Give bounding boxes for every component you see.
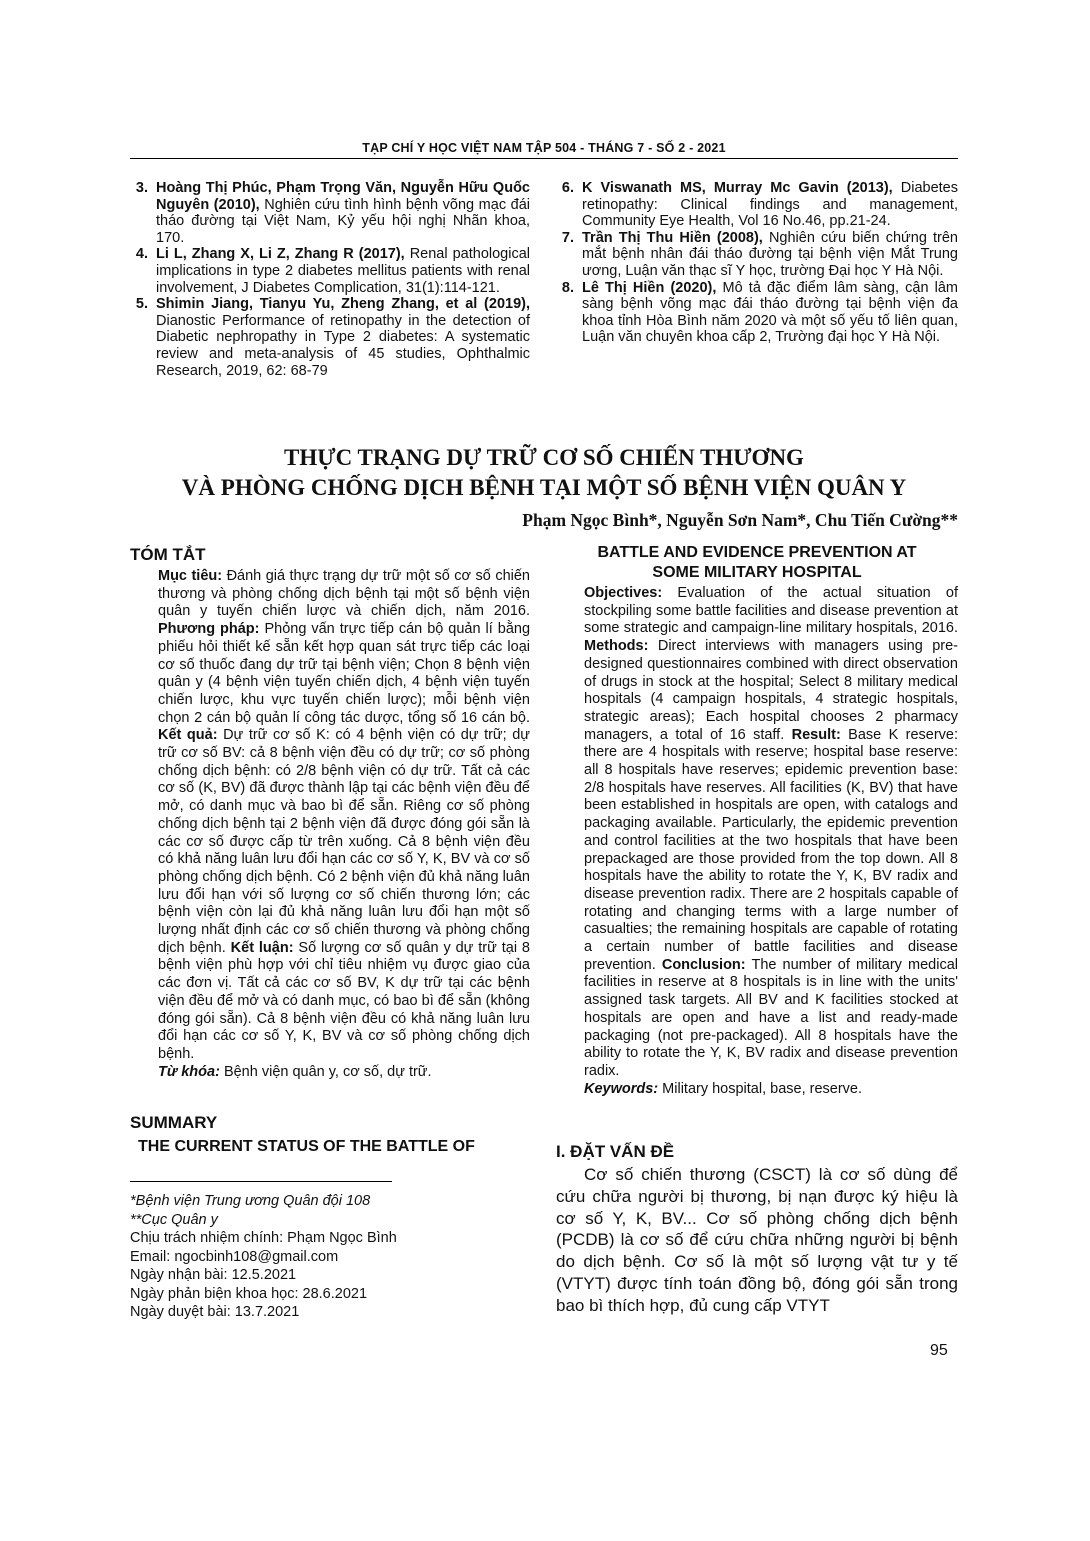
reference-text — [582, 280, 958, 346]
summary-abstract — [556, 585, 958, 1098]
conclusion-text-en: The number of military medical facilities in reserve at 8 hospitals is in line with the units' assigned task targets. All BV and K facilities stocked at hospitals are open and have a list and ready-made packaging (not pre-packaged). All 8 hospitals have the ability to rotate the Y, K, BV radix and disease prevention radix. — [584, 956, 958, 1079]
references-left — [130, 180, 530, 379]
section-paragraph: Cơ số chiến thương (CSCT) là cơ số dùng để cứu chữa người bị thương, bị nạn được ký hiệu là cơ số Y, K, BV... Cơ số phòng chống dịch bệnh (PCDB) là cơ số để cứu chữa những người bị bệnh do dịch bệnh. Cơ số là một số lượng vật tư y tế (VTYT) được tính toán đồng bộ, đóng gói sẵn trong bao bì thích hợp, đủ cung cấp VTYT — [556, 1165, 958, 1315]
reference-detail: Diabetes retinopathy: Clinical findings and management, Community Eye Health, Vol 16 No.46, pp.21-24. — [582, 180, 958, 230]
reference-item — [556, 280, 958, 346]
tomtat-paragraph — [130, 568, 530, 1064]
reference-number: 3. — [135, 180, 148, 196]
method-text: Phỏng vấn trực tiếp cán bộ quản lí bằng phiếu hỏi thiết kế sẵn kết hợp quan sát trực tiếp các loại cơ số thuốc đang dự trữ tại bệnh viện; Chọn 8 bệnh viện quân y (4 bệnh viện tuyến chiến dịch, 4 bệnh viện tuyến chiến lược, khu vực tuyến chiến lược); mỗi bệnh viện chọn 2 cán bộ quản lí công tác dược, tổng số 16 cán bộ. — [158, 621, 531, 726]
label-result-en: Result: — [791, 726, 841, 743]
footnote-received: Ngày nhận bài: 12.5.2021 — [130, 1267, 297, 1283]
objectives-text: Evaluation of the actual situation of stockpiling some battle facilities and disease prevention at some strategic and campaign-line military hospitals, 2016. — [584, 585, 958, 637]
reference-text — [582, 180, 958, 230]
result-text-en: Base K reserve: there are 4 hospitals with reserve; hospital base reserve: all 8 hospitals have reserves; epidemic prevention base: 2/8 hospitals have reserves. All facilities (K, BV) that have been established in hospitals are open, with catalogs and packaging available. Particularly, the epidemic prevention and control facilities at the two hospitals that have been prepackaged are those provided from the top down. All 8 hospitals have the ability to rotate the Y, K, BV radix and disease prevention radix. There are 2 hospitals capable of rotating and changing terms with a large number of casualties; the remaining hospitals are capable of rotating a certain number of battle facilities and disease prevention. — [584, 726, 959, 973]
reference-item — [556, 230, 958, 280]
tomtat-heading: TÓM TẮT — [130, 545, 206, 564]
header-rule — [130, 158, 958, 159]
footnote-rule — [130, 1181, 392, 1182]
references-right — [556, 180, 958, 346]
reference-item — [130, 180, 530, 246]
summary-title-part: THE CURRENT STATUS OF THE BATTLE OF — [138, 1138, 475, 1155]
reference-text — [156, 246, 530, 296]
footnote-affiliation-2: **Cục Quân y — [130, 1211, 218, 1228]
summary-heading: SUMMARY — [130, 1113, 218, 1132]
summary-title-continued — [556, 543, 958, 583]
conclusion-text: Số lượng cơ số quân y dự trữ tại 8 bệnh viện phù hợp với chỉ tiêu nhiệm vụ được giao của các đơn vị. Tất cả các cơ số BV, K dự trữ tại các bệnh viện đều để mở và có danh mục, có bao bì để sẵn (không đóng gói sẵn). Cả 8 bệnh viện đều có khả năng luân lưu đổi hạn các cơ số Y, K, BV và cơ số phòng chống dịch bệnh. — [158, 939, 530, 1062]
summary-keywords — [556, 1081, 958, 1099]
reference-number: 7. — [561, 229, 574, 246]
summary-title-line2: SOME MILITARY HOSPITAL — [652, 564, 862, 581]
tomtat-keywords — [130, 1064, 530, 1082]
article-title — [130, 443, 958, 503]
reference-authors: Shimin Jiang, Tianyu Yu, Zheng Zhang, et al (2019), — [156, 296, 530, 313]
reference-detail: Nghiên cứu biến chứng trên mắt bệnh nhân đái tháo đường tại bệnh viện Mắt Trung ương, Luận văn thạc sĩ Y học, trường Đại học Y Hà Nội. — [582, 229, 958, 279]
reference-text — [156, 296, 530, 379]
keywords-text-en: Military hospital, base, reserve. — [658, 1080, 863, 1097]
article-authors: Phạm Ngọc Bình*, Nguyễn Sơn Nam*, Chu Tiến Cường** — [522, 510, 958, 530]
summary-paragraph — [556, 585, 958, 1081]
label-conclusion-en: Conclusion: — [661, 956, 746, 973]
label-methods: Methods: — [584, 638, 649, 655]
footnote-accepted: Ngày duyệt bài: 13.7.2021 — [130, 1304, 300, 1320]
reference-authors: Trần Thị Thu Hiền (2008), — [582, 229, 763, 246]
reference-item — [130, 296, 530, 379]
label-keywords-en: Keywords: — [584, 1080, 659, 1097]
reference-authors: K Viswanath MS, Murray Mc Gavin (2013), — [582, 180, 893, 196]
methods-text: Direct interviews with managers using pre-designed questionnaires combined with direct observation of drugs in stock at the hospital; Select 8 military medical hospitals (4 campaign hospitals, 4 strategic hospitals, strategic areas); Each hospital chooses 2 pharmacy managers, a total of 16 staff. — [584, 638, 958, 743]
reference-number: 5. — [135, 296, 148, 313]
reference-authors: Li L, Zhang X, Li Z, Zhang R (2017), — [156, 246, 405, 263]
reference-detail: Nghiên cứu tình hình bệnh võng mạc đái tháo đường tại Việt Nam, Kỷ yếu hội nghị Nhãn khoa, 170. — [156, 196, 530, 246]
section-heading: I. ĐẶT VẤN ĐỀ — [556, 1142, 675, 1161]
objective-text: Đánh giá thực trạng dự trữ một số cơ số chiến thương và phòng chống dịch bệnh tại một số bệnh viện quân y tuyến chiến lược và chiến dịch, năm 2016. — [158, 568, 530, 620]
reference-text — [156, 180, 530, 246]
tomtat-abstract — [130, 568, 530, 1081]
footnote-affiliation-1: *Bệnh viện Trung ương Quân đội 108 — [130, 1193, 371, 1209]
reference-number: 6. — [561, 180, 574, 196]
footnotes — [130, 1192, 530, 1322]
reference-detail: Mô tả đặc điểm lâm sàng, cận lâm sàng bệnh võng mạc đái tháo đường tại bệnh viện đa khoa tỉnh Hòa Bình năm 2020 và một số yếu tố liên quan, Luận văn chuyên khoa cấp 2, Trường đại học Y Hà Nội. — [582, 279, 958, 346]
reference-detail: Dianostic Performance of retinopathy in the detection of Diabetic nephropathy in Type 2 diabetes: A systematic review and meta-analysis of 45 studies, Ophthalmic Research, 2019, 62: 68-79 — [156, 312, 530, 379]
reference-item — [130, 246, 530, 296]
reference-text — [582, 230, 958, 280]
journal-header: TẠP CHÍ Y HỌC VIỆT NAM TẬP 504 - THÁNG 7 - SỐ 2 - 2021 — [362, 141, 726, 155]
article-title-line2: VÀ PHÒNG CHỐNG DỊCH BỆNH TẠI MỘT SỐ BỆNH VIỆN QUÂN Y — [181, 475, 907, 500]
footnote-reviewed: Ngày phản biện khoa học: 28.6.2021 — [130, 1285, 368, 1302]
article-title-line1: THỰC TRẠNG DỰ TRỮ CƠ SỐ CHIẾN THƯƠNG — [284, 445, 804, 470]
footnote-responsible: Chịu trách nhiệm chính: Phạm Ngọc Bình — [130, 1230, 397, 1246]
footnote-email: Email: ngocbinh108@gmail.com — [130, 1248, 339, 1265]
reference-authors: Lê Thị Hiền (2020), — [582, 279, 717, 296]
label-conclusion: Kết luận: — [230, 939, 294, 956]
label-method: Phương pháp: — [158, 621, 260, 638]
reference-number: 8. — [561, 279, 574, 296]
keywords-text: Bệnh viện quân y, cơ số, dự trữ. — [219, 1063, 432, 1080]
reference-authors: Hoàng Thị Phúc, Phạm Trọng Văn, Nguyễn Hữu Quốc Nguyên (2010), — [156, 180, 530, 213]
result-text: Dự trữ cơ số K: có 4 bệnh viện có dự trữ; dự trữ cơ số BV: cả 8 bệnh viện đều có dự trữ; cơ số phòng chống dịch bệnh: có 2/8 bệnh viện có dự trữ. Tất cả các cơ số (K, BV) đã được thành lập tại các bệnh viện đều để mở, có danh mục và bao bì để sẵn. Riêng cơ số phòng chống dịch bệnh tại 2 bệnh viện đã được đóng gói sẵn là các cơ số được cấp từ trên xuống. Cả 8 bệnh viện đều có khả năng luân lưu đổi hạn các cơ số Y, K, BV và cơ số phòng chống dịch bệnh. Có 2 bệnh viện đủ khả năng luân lưu đổi hạn với số lượng cơ số chiến thương lớn; các bệnh viện còn lại đủ khả năng luân lưu đổi hạn một số lượng nhất định các cơ số chiến thương và phòng chống dịch bệnh. — [158, 727, 530, 956]
label-keywords: Từ khóa: — [158, 1063, 220, 1080]
label-objectives: Objectives: — [584, 585, 663, 601]
page-number: 95 — [930, 1342, 948, 1359]
reference-item — [556, 180, 958, 230]
label-result: Kết quả: — [158, 727, 218, 744]
reference-number: 4. — [135, 246, 148, 263]
summary-title-line1: BATTLE AND EVIDENCE PREVENTION AT — [597, 544, 917, 561]
label-objective: Mục tiêu: — [158, 568, 223, 584]
section-body — [556, 1164, 958, 1317]
reference-detail: Renal pathological implications in type 2 diabetes mellitus patients with renal involvement, J Diabetes Complication, 31(1):114-121. — [156, 246, 530, 296]
